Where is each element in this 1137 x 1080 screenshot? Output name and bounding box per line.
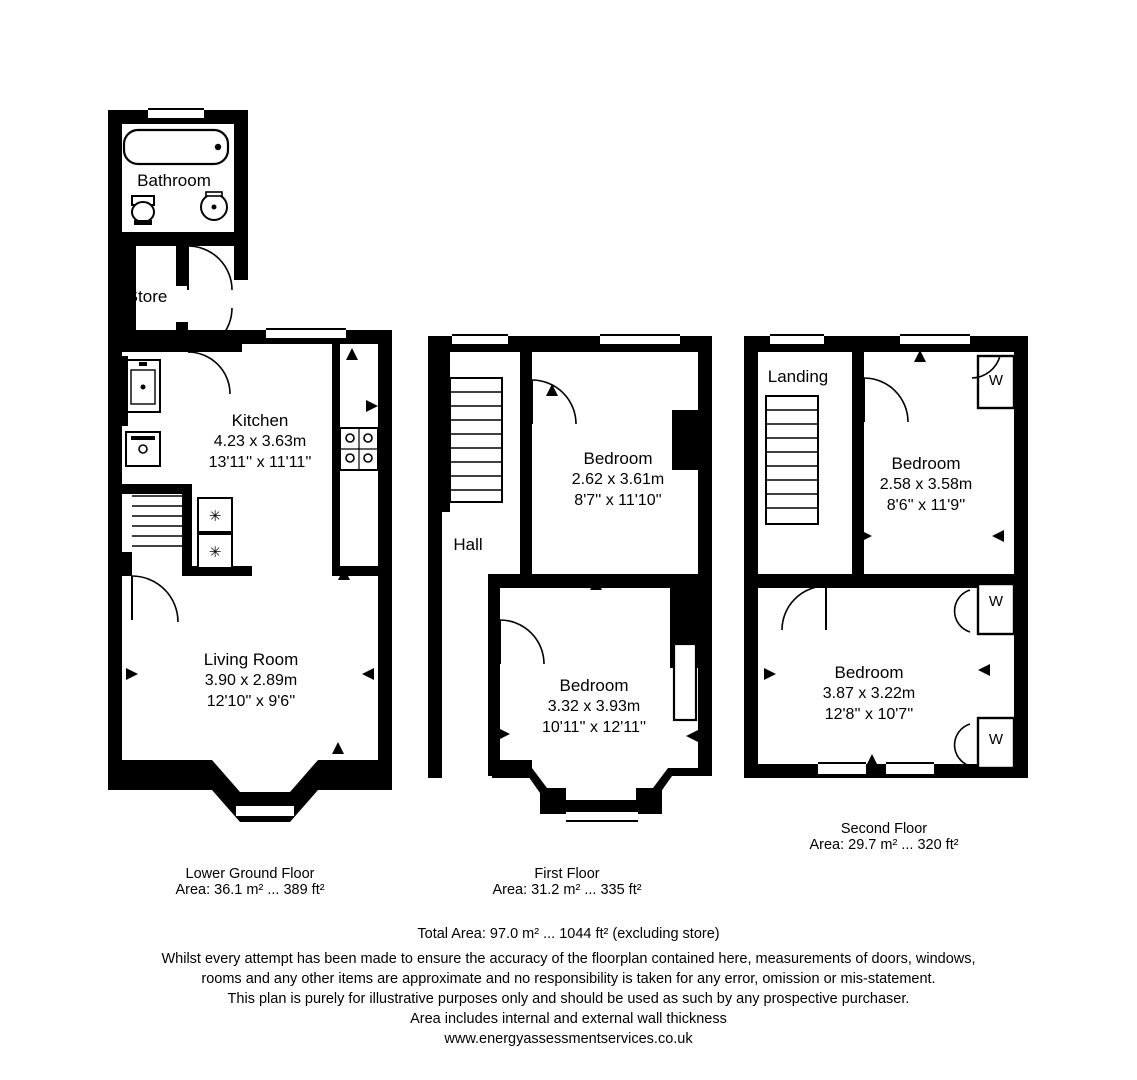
bath-fixture (124, 130, 228, 164)
room-label-bathroom: Bathroom (137, 171, 211, 190)
room-label-store: Store (126, 287, 168, 306)
room-label-bedroom-front: Bedroom (583, 449, 653, 468)
disclaimer-line-1: Whilst every attempt has been made to ensure the accuracy of the floorplan contained here, measurements of doors, windows, (161, 951, 976, 967)
kitchen-sink-fixture (126, 360, 160, 412)
room-dim-bedroom-rear-imperial: 10'11'' x 12'11'' (541, 719, 647, 736)
room-dim-bedroom-rear-2-metric: 3.87 x 3.22m (822, 685, 916, 702)
sink-fixture (201, 192, 227, 220)
first-floor-plan (428, 334, 712, 822)
room-dim-living-room-metric: 3.90 x 2.89m (204, 672, 298, 689)
kitchen-unit-fixture (126, 432, 160, 466)
floor-caption-area-lgf: Area: 36.1 m² ... 389 ft² (175, 882, 325, 898)
disclaimer-line-2: rooms and any other items are approximate and no responsibility is taken for any error, omission or mis-statement. (201, 971, 936, 987)
room-dim-bedroom-front-metric: 2.62 x 3.61m (571, 471, 665, 488)
toilet-fixture (132, 196, 154, 225)
appliance-fixture-2 (198, 534, 232, 568)
total-area-text: Total Area: 97.0 m² ... 1044 ft² (excluding store) (417, 926, 720, 942)
room-dim-kitchen-imperial: 13'11'' x 11'11'' (208, 454, 312, 471)
room-dim-bedroom-front-2-imperial: 8'6'' x 11'9'' (886, 497, 966, 514)
room-label-living-room: Living Room (203, 650, 299, 669)
floor-caption-title-ff: First Floor (534, 866, 600, 882)
wardrobe-label-2: W (988, 593, 1004, 610)
floor-caption-title-lgf: Lower Ground Floor (185, 866, 315, 882)
room-dim-kitchen-metric: 4.23 x 3.63m (213, 433, 307, 450)
appliance-fixture-1 (198, 498, 232, 532)
room-dim-living-room-imperial: 12'10'' x 9'6'' (206, 693, 296, 710)
svg-text:✳: ✳ (208, 507, 222, 525)
room-label-kitchen: Kitchen (231, 411, 289, 430)
room-label-landing: Landing (767, 367, 829, 386)
floor-caption-area-ff: Area: 31.2 m² ... 335 ft² (492, 882, 642, 898)
room-dim-bedroom-rear-metric: 3.32 x 3.93m (547, 698, 641, 715)
wardrobe-label-3: W (988, 731, 1004, 748)
floor-caption-area-sf: Area: 29.7 m² ... 320 ft² (809, 837, 959, 853)
room-label-bedroom-front-2: Bedroom (891, 454, 961, 473)
room-label-bedroom-rear: Bedroom (559, 676, 629, 695)
room-dim-bedroom-rear-2-imperial: 12'8'' x 10'7'' (824, 706, 914, 723)
wardrobe-label-1: W (988, 372, 1004, 389)
website-link[interactable]: www.energyassessmentservices.co.uk (444, 1031, 693, 1047)
room-dim-bedroom-front-2-metric: 2.58 x 3.58m (879, 476, 973, 493)
disclaimer-line-4: Area includes internal and external wall thickness (410, 1011, 727, 1027)
hob-fixture (340, 428, 378, 470)
room-dim-bedroom-front-imperial: 8'7'' x 11'10'' (574, 492, 662, 509)
room-label-hall: Hall (453, 535, 483, 554)
room-label-bedroom-rear-2: Bedroom (834, 663, 904, 682)
floor-caption-title-sf: Second Floor (840, 821, 928, 837)
disclaimer-line-3: This plan is purely for illustrative purposes only and should be used as such by any prospective purchaser. (227, 991, 910, 1007)
svg-text:✳: ✳ (208, 543, 222, 561)
